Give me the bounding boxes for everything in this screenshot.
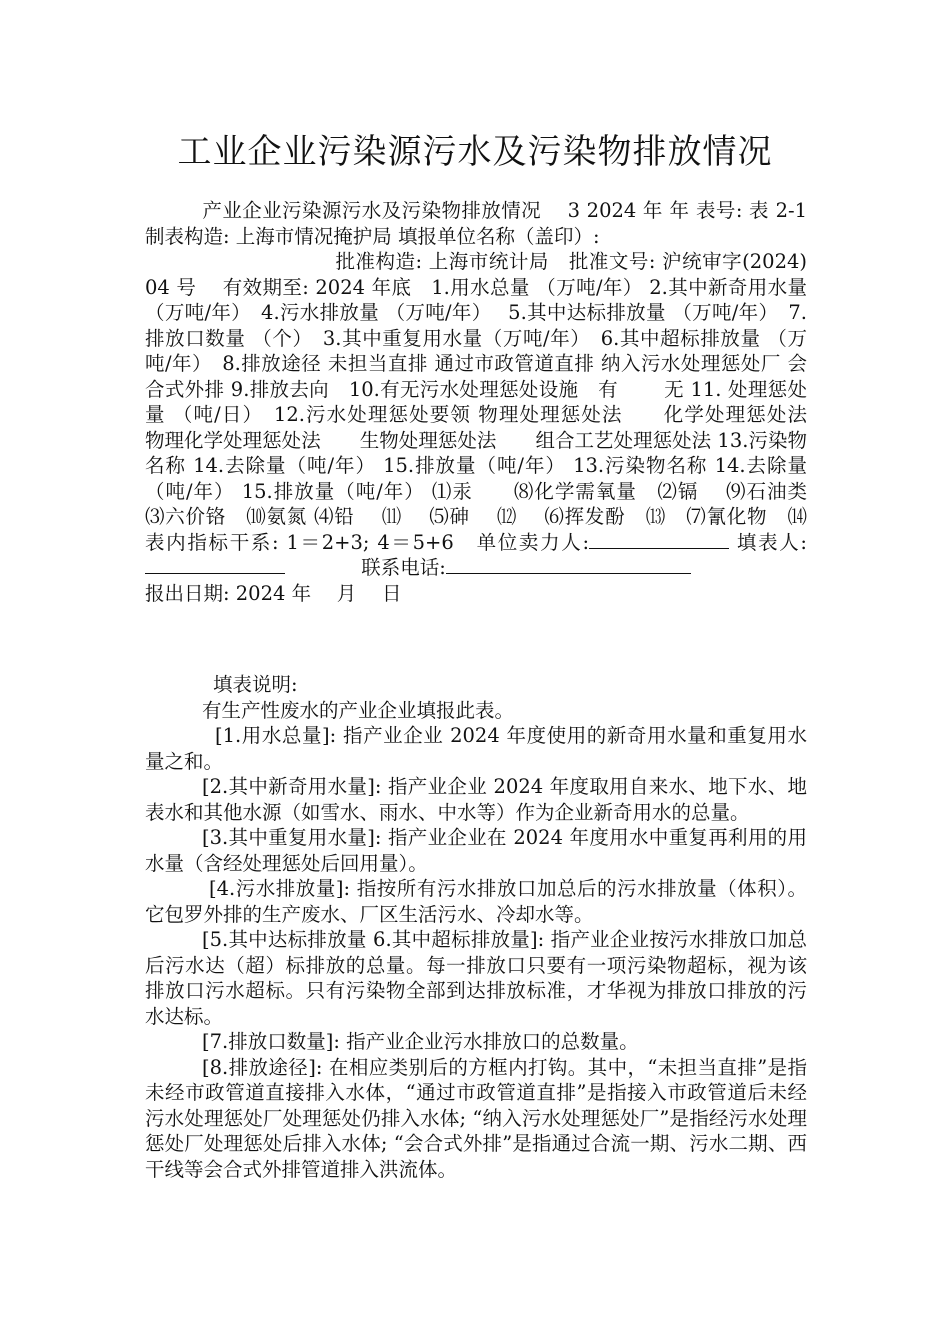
phone-blank[interactable] xyxy=(446,555,691,574)
filler-label: 填表人: xyxy=(736,530,807,554)
filler-blank[interactable] xyxy=(145,555,285,574)
form-line-2: 批准构造: 上海市统计局 批准文号: 沪统审字(2024)04 号 有效期至: 2024 年底 1.用水总量 （万吨/年） 2.其中新奇用水量（万吨/年） 4.污水排放量 （万吨/年） 5.其中达标排放量 （万吨/年） 7.排放口数量 （个） 3.其中重复用水量（万吨/年） 6.其中超标排放量 （万吨/年） 8.排放途径 未担当直排 通过市政管道直排 纳入污水处理惩处厂 会合式外排 9.排放去向 10.有无污水处理惩处设施 有 无 11. 处理惩处量 （吨/日） 12.污水处理惩处要领 物理处理惩处法 化学处理惩处法 物理化学处理惩处法 生物处理惩处法 组合工艺处理惩处法 13.污染物名称 14.去除量（吨/年） 15.排放量（吨/年） 13.污染物名称 14.去除量（吨/年） 15.排放量（吨/年） ⑴汞 ⑻化学需氧量 ⑵镉 ⑼石油类 ⑶六价铬 ⑽氨氮 ⑷铅 ⑾ ⑸砷 ⑿ ⑹挥发酚 ⒀ ⑺氰化物 ⒁ 表内指标干系: 1＝2+3; 4＝5+6 单位卖力人: xyxy=(145,250,847,554)
note-paragraph: [1.用水总量]: 指产业企业 2024 年度使用的新奇用水量和重复用水量之和。 xyxy=(145,724,807,773)
document-title: 工业企业污染源污水及污染物排放情况 xyxy=(177,132,773,172)
note-paragraph: [5.其中达标排放量 6.其中超标排放量]: 指产业企业按污水排放口加总后污水达（超）标排放的总量。每一排放口只要有一项污染物超标，视为该排放口污水超标。只有污染物全部到达排放标准，才华视为排放口排放的污水达标。 xyxy=(145,928,807,1028)
note-paragraph: [3.其中重复用水量]: 指产业企业在 2024 年度用水中重复再利用的用水量（含经处理惩处后回用量）。 xyxy=(145,826,807,875)
phone-label: 联系电话: xyxy=(361,556,446,579)
responsible-person-blank[interactable] xyxy=(589,530,729,549)
note-paragraph: [7.排放口数量]: 指产业企业污水排放口的总数量。 xyxy=(202,1030,639,1053)
note-paragraph: [8.排放途径]: 在相应类别后的方框内打钩。其中，“未担当直排”是指未经市政管道直接排入水体，“通过市政管道直排”是指接入市政管道后未经污水处理惩处厂处理惩处仍排入水体; “纳入污水处理惩处厂”是指经污水处理惩处厂处理惩处后排入水体; “会合式外排”是指通过合流一期、污水二期、西干线等会合式外排管道排入洪流体。 xyxy=(145,1055,807,1181)
note-paragraph: [4.污水排放量]: 指按所有污水排放口加总后的污水排放量（体积）。它包罗外排的生产废水、厂区生活污水、冷却水等。 xyxy=(145,877,807,926)
report-date-line: 报出日期: 2024 年 月 日 xyxy=(145,581,402,605)
note-paragraph: [2.其中新奇用水量]: 指产业企业 2024 年度取用自来水、地下水、地表水和其他水源（如雪水、雨水、中水等）作为企业新奇用水的总量。 xyxy=(145,775,807,824)
form-header-block xyxy=(145,198,847,606)
notes-heading: 填表说明: xyxy=(213,673,298,696)
note-paragraph: 有生产性废水的产业企业填报此表。 xyxy=(202,698,515,722)
form-line-1: 产业企业污染源污水及污染物排放情况 3 2024 年 年 表号: 表 2-1 制表构造: 上海市情况掩护局 填报单位名称（盖印）: xyxy=(145,199,833,248)
notes-section xyxy=(145,672,807,1182)
